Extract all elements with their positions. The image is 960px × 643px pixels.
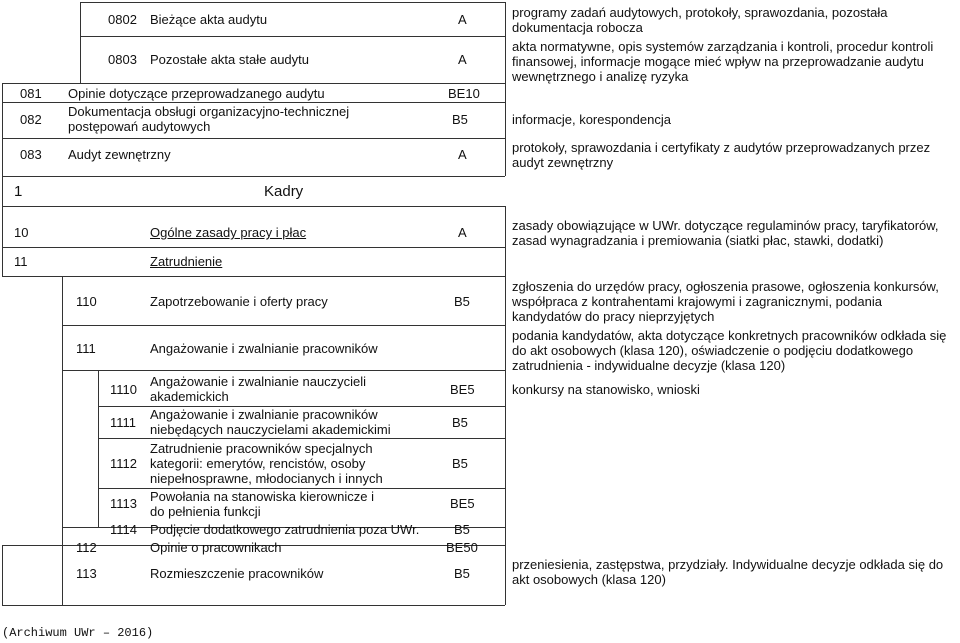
section-title: Kadry [264, 183, 304, 200]
row-code: 1112 [110, 456, 137, 471]
row-description: programy zadań audytowych, protokoły, sprawozdania, pozostała dokumentacja robocza [512, 5, 888, 35]
row-title: Audyt zewnętrzny [68, 147, 171, 162]
row-code: 10 [14, 225, 29, 240]
row-description: protokoły, sprawozdania i certyfikaty z audytów przeprowadzanych przez audyt zewnętrzny [512, 140, 931, 170]
row-title: Zatrudnienie pracowników specjalnych kategorii: emerytów, rencistów, osoby niepełnosprawne, młodocianych i innych [150, 441, 383, 486]
row-category: BE10 [448, 86, 480, 101]
row-code: 110 [76, 294, 97, 309]
row-description: przeniesienia, zastępstwa, przydziały. Indywidualne decyzje odkłada się do akt osobowych (klasa 120) [512, 557, 944, 587]
row-description: zasady obowiązujące w UWr. dotyczące regulaminów pracy, taryfikatorów, zasad wynagradzania i premiowania (siatki płac, stawki, dodatki) [512, 218, 939, 248]
row-title: Rozmieszczenie pracowników [150, 566, 324, 581]
row-code: 113 [76, 566, 97, 581]
row-category: B5 [452, 456, 468, 471]
row-title: Opinie dotyczące przeprowadzanego audytu [68, 86, 325, 101]
row-code: 11 [14, 254, 28, 269]
row-title: Bieżące akta audytu [150, 12, 268, 27]
row-category: B5 [452, 112, 468, 127]
row-code: 1111 [110, 415, 137, 430]
row-category: BE5 [450, 382, 475, 397]
row-title: Zatrudnienie [150, 254, 223, 269]
row-title: Podjęcie dodatkowego zatrudnienia poza UWr. [150, 522, 420, 537]
row-title: Dokumentacja obsługi organizacyjno-technicznej postępowań audytowych [68, 104, 350, 134]
row-category: A [458, 12, 467, 27]
row-code: 112 [76, 540, 97, 555]
row-title: Angażowanie i zwalnianie nauczycieli akademickich [150, 374, 367, 404]
row-title: Angażowanie i zwalnianie pracowników [150, 341, 378, 356]
row-title: Opinie o pracownikach [150, 540, 282, 555]
footer-source: (Archiwum UWr – 2016) [2, 626, 154, 640]
row-category: B5 [454, 294, 470, 309]
row-title: Ogólne zasady pracy i płac [150, 225, 307, 240]
row-title: Zapotrzebowanie i oferty pracy [150, 294, 328, 309]
row-code: 1110 [110, 382, 137, 397]
row-description: informacje, korespondencja [512, 112, 671, 127]
row-category: B5 [454, 566, 470, 581]
row-code: 0802 [108, 12, 137, 27]
row-description: konkursy na stanowisko, wnioski [512, 382, 700, 397]
row-description: akta normatywne, opis systemów zarządzania i kontroli, procedur kontroli finansowej, informacje mogące mieć wpływ na przeprowadzanie audytu wewnętrznego i analizę ryzyka [512, 39, 934, 84]
row-code: 1113 [110, 496, 137, 511]
row-title: Pozostałe akta stałe audytu [150, 52, 309, 67]
row-category: BE5 [450, 496, 475, 511]
row-code: 082 [20, 112, 42, 127]
section-code: 1 [14, 183, 23, 200]
row-code: 0803 [108, 52, 137, 67]
row-title: Powołania na stanowiska kierownicze i do pełnienia funkcji [150, 489, 375, 519]
row-code: 111 [76, 341, 96, 356]
row-title: Angażowanie i zwalnianie pracowników niebędących nauczycielami akademickimi [150, 407, 391, 437]
row-category: B5 [452, 415, 468, 430]
row-description: zgłoszenia do urzędów pracy, ogłoszenia prasowe, ogłoszenia konkursów, współpraca z kontrahentami krajowymi i zagranicznymi, podania kandydatów do pracy nieprzyjętych [512, 279, 939, 324]
row-category: BE50 [446, 540, 478, 555]
row-code: 083 [20, 147, 42, 162]
row-category: B5 [454, 522, 470, 537]
row-description: podania kandydatów, akta dotyczące konkretnych pracowników odkłada się do akt osobowych (klasa 120), oświadczenie o podjęciu dodatkowego zatrudnienia - indywidualne decyzje (klasa 120) [512, 328, 947, 373]
row-code: 081 [20, 86, 42, 101]
row-category: A [458, 52, 467, 67]
row-code: 1114 [110, 522, 137, 537]
row-category: A [458, 225, 467, 240]
row-category: A [458, 147, 467, 162]
